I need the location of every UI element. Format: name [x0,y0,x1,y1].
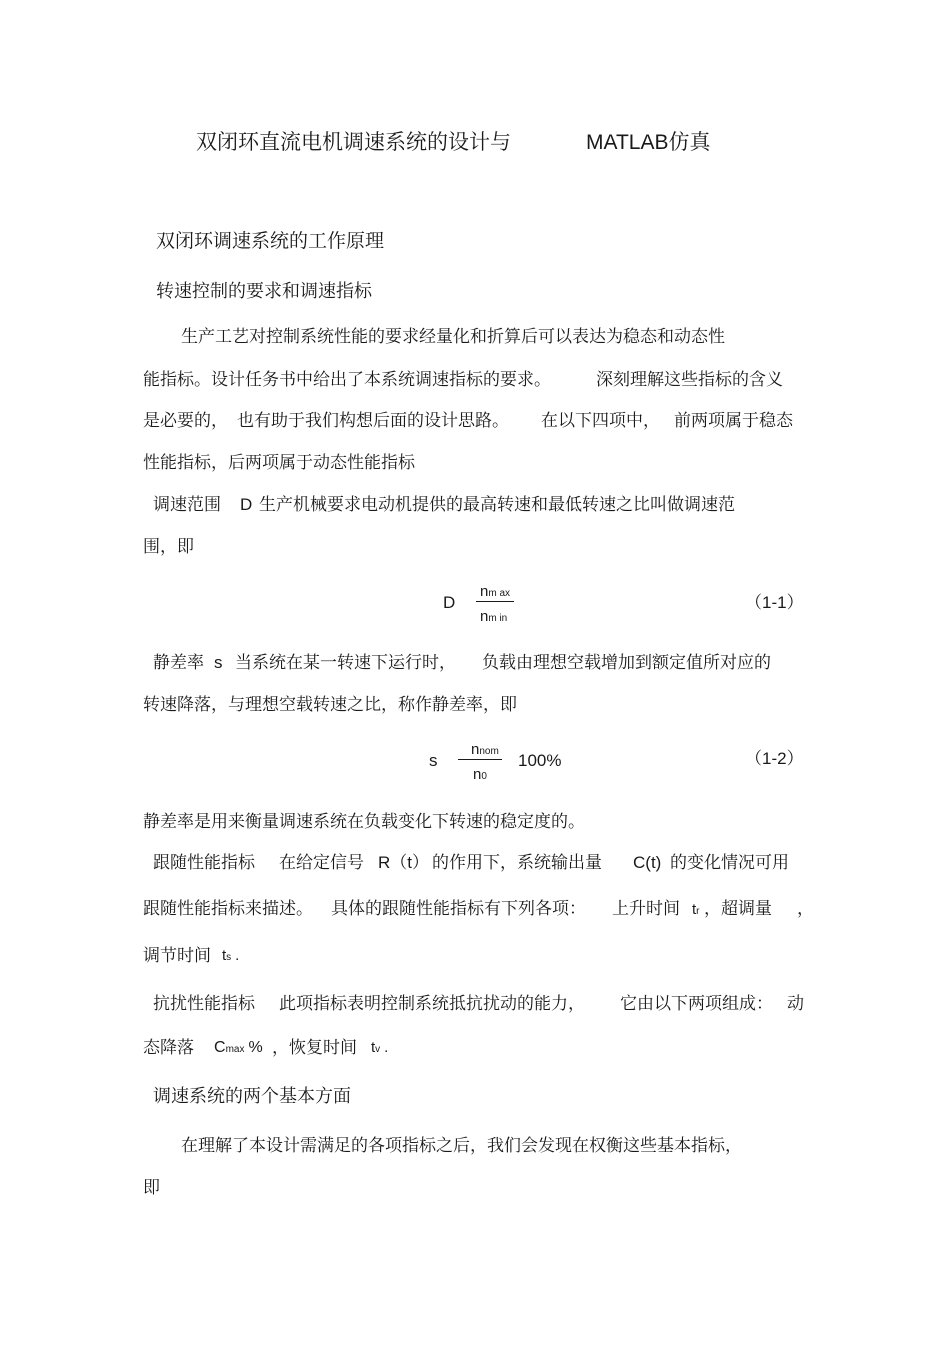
follow-line2-c: 上升时间 [612,899,680,919]
eq1-lhs: D [443,593,456,612]
static-symbol: s [214,653,223,672]
para1-line3a: 是必要的， [143,411,228,431]
title-chinese: 双闭环直流电机调速系统的设计与 [196,130,511,154]
follow-text-a: 在给定信号 [279,853,364,873]
para1-line1: 生产工艺对控制系统性能的要求经量化和折算后可以表达为稳态和动态性 [181,327,725,347]
follow-c: C(t) [633,853,662,872]
eq2-numerator: nnom [471,741,499,758]
follow-line3: 调节时间 [143,946,211,966]
range-text: 生产机械要求电动机提供的最高转速和最低转速之比叫做调速范 [259,495,735,515]
para1-line3d: 前两项属于稳态 [674,411,793,431]
eq1-denominator: nm in [480,608,508,625]
eq2-denominator: n0 [473,766,487,783]
range-text2: 围，即 [143,537,194,557]
para1-line2b: 深刻理解这些指标的含义 [596,370,783,390]
follow-rise-time-symbol: tr [692,901,700,918]
subsection-heading-2: 调速系统的两个基本方面 [153,1086,351,1107]
static-label: 静差率 [153,653,204,673]
range-symbol: D [240,495,253,514]
para1-line3c: 在以下四项中， [541,411,660,431]
follow-settling-time-symbol: ts . [222,947,240,964]
para2-line2: 即 [143,1178,160,1198]
static-text-b: 负载由理想空载增加到额定值所对应的 [482,653,771,673]
anti-text-c: 动 [787,994,804,1014]
para2-line1: 在理解了本设计需满足的各项指标之后，我们会发现在权衡这些基本指标， [181,1136,742,1156]
section-heading: 双闭环调速系统的工作原理 [156,230,385,252]
follow-line2-b: 具体的跟随性能指标有下列各项： [331,899,586,919]
follow-label: 跟随性能指标 [153,853,255,873]
anti-text-a: 此项指标表明控制系统抵抗扰动的能力， [279,994,585,1014]
para1-line3b: 也有助于我们构想后面的设计思路。 [237,411,509,431]
title-suffix: 仿真 [668,130,711,154]
static-text-a: 当系统在某一转速下运行时， [235,653,456,673]
follow-line2-e: ， [797,899,814,919]
follow-line2-d: ，超调量 [704,899,772,919]
anti-line2-a: 态降落 [143,1038,194,1058]
eq2-fraction-bar [458,759,502,760]
range-label: 调速范围 [153,495,221,515]
anti-recovery-time-symbol: tv . [371,1039,389,1056]
eq2-rhs: 100% [518,751,562,770]
para1-line4: 性能指标，后两项属于动态性能指标 [143,453,415,473]
anti-text-b: 它由以下两项组成： [620,994,773,1014]
document-title-latin [586,129,710,156]
follow-text-c: 的变化情况可用 [670,853,789,873]
anti-line2-b: ，恢复时间 [272,1038,357,1058]
follow-text-b: 的作用下，系统输出量 [432,853,602,873]
static-note: 静差率是用来衡量调速系统在负载变化下转速的稳定度的。 [143,812,585,832]
static-text2: 转速降落，与理想空载转速之比，称作静差率，即 [143,695,517,715]
eq2-lhs: s [429,751,438,770]
eq2-number: （1-2） [745,749,804,768]
eq1-fraction-bar [476,601,514,602]
anti-cmax-symbol: Cmax % [214,1039,263,1056]
eq1-number: （1-1） [745,593,804,612]
document-title [196,129,511,155]
eq1-numerator: nm ax [480,583,511,600]
title-matlab: MATLAB [586,131,669,154]
follow-line2-a: 跟随性能指标来描述。 [143,899,313,919]
para1-line2a: 能指标。设计任务书中给出了本系统调速指标的要求。 [143,370,551,390]
subsection-heading-1: 转速控制的要求和调速指标 [156,281,372,302]
anti-label: 抗扰性能指标 [153,994,255,1014]
follow-r: R（t） [378,853,429,872]
